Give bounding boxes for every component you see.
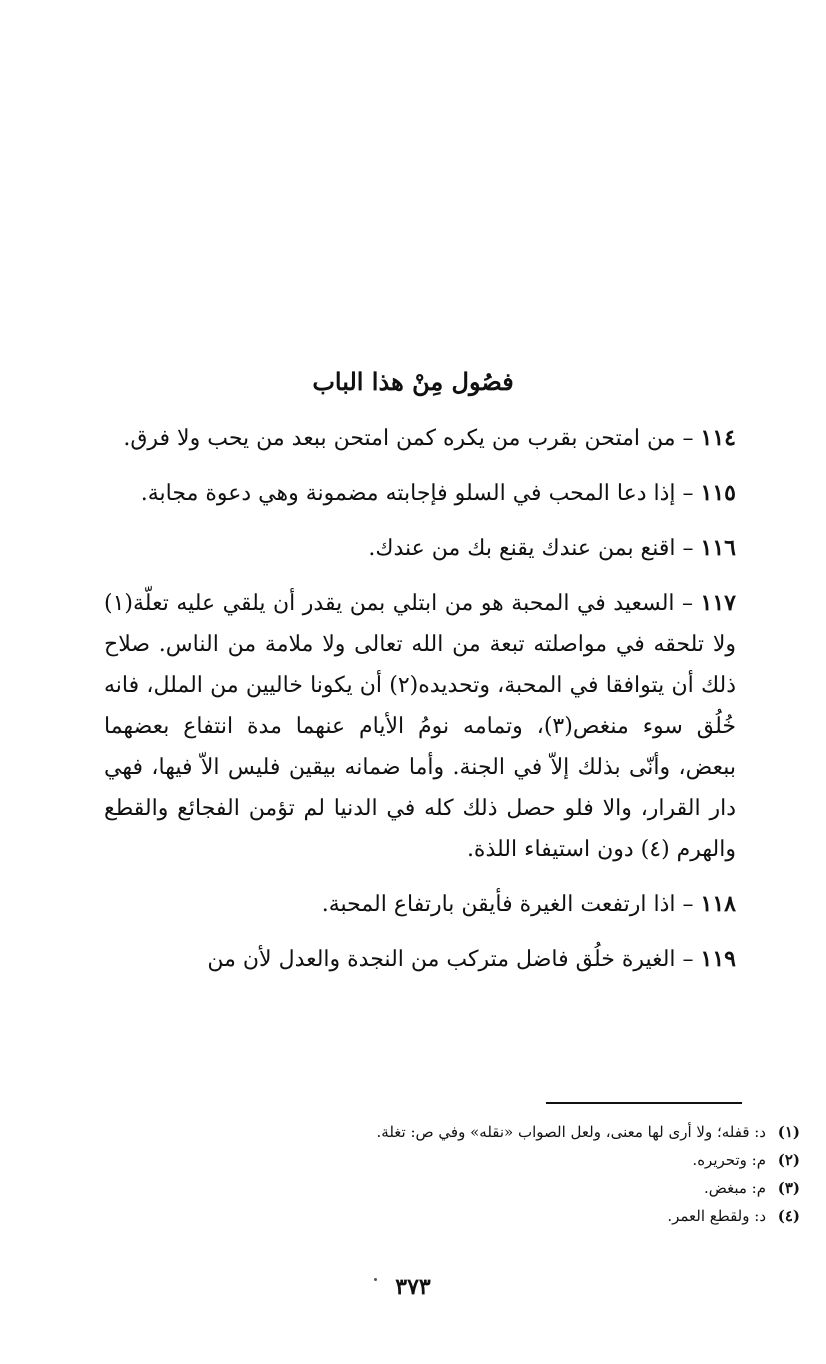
footnote-number: (١) (777, 1123, 800, 1141)
paragraph-117 (104, 583, 736, 870)
dash-separator: – (675, 536, 701, 561)
paragraph-text: إذا دعا المحب في السلو فإجابته مضمونة وهي دعوة مجابة. (140, 481, 676, 506)
footnote-3 (240, 1174, 800, 1202)
footnote-text: م: وتحريره. (692, 1151, 766, 1169)
footnote-divider (546, 1102, 742, 1104)
footnote-text: م: مبغض. (703, 1179, 766, 1197)
main-text (104, 418, 736, 980)
footnote-text: د: ولقطع العمر. (667, 1207, 766, 1225)
paragraph-number: ١١٩ (700, 946, 736, 972)
dash-separator: – (675, 426, 701, 451)
footnote-text: د: قفله؛ ولا أرى لها معنى، ولعل الصواب «نقله» وفي ص: تغلة. (376, 1123, 766, 1141)
dash-separator: – (675, 481, 701, 506)
footnote-2 (240, 1146, 800, 1174)
paragraph-number: ١١٤ (700, 425, 736, 451)
paragraph-text: من امتحن بقرب من يكره كمن امتحن ببعد من يحب ولا فرق. (123, 426, 676, 451)
footnote-number: (٣) (777, 1179, 800, 1197)
dash-separator: – (675, 947, 701, 972)
dash-separator: – (674, 591, 701, 616)
paragraph-114 (104, 418, 736, 459)
paragraph-text: الغيرة خلُق فاضل متركب من النجدة والعدل لأن من (207, 947, 676, 972)
footnote-4 (240, 1202, 800, 1230)
page-number: ٣٧٣ (395, 1274, 431, 1300)
paragraph-text: السعيد في المحبة هو من ابتلي بمن يقدر أن يلقي عليه تعلّة(١) ولا تلحقه في مواصلته تبعة من الله تعالى ولا ملامة من الناس. صلاح ذلك أن يتوافقا في المحبة، وتحديده(٢) أن يكونا خاليين من الملل، فانه خُلُق سوء منغص(٣)، وتمامه نومُ الأيام عنهما مدة انتفاع بعضهما ببعض، وأنّى بذلك إلاّ في الجنة. وأما ضمانه بيقين فليس الاّ فيها، فهي دار القرار، والا فلو حصل ذلك كله في الدنيا لم تؤمن الفجائع والقطع والهرم (٤) دون استيفاء اللذة. (104, 591, 736, 862)
footnote-number: (٤) (777, 1207, 800, 1225)
paragraph-number: ١١٥ (700, 480, 736, 506)
paragraph-text: اذا ارتفعت الغيرة فأيقن بارتفاع المحبة. (321, 892, 676, 917)
paragraph-118 (104, 884, 736, 925)
section-title: فصُول مِنْ هذا الباب (312, 367, 514, 396)
footnote-number: (٢) (777, 1151, 800, 1169)
dash-separator: – (675, 892, 701, 917)
footnote-1 (240, 1118, 800, 1146)
paragraph-119 (104, 939, 736, 980)
paragraph-116 (104, 528, 736, 569)
footnotes (240, 1118, 800, 1230)
paragraph-number: ١١٨ (700, 891, 736, 917)
paragraph-number: ١١٦ (700, 535, 736, 561)
paragraph-115 (104, 473, 736, 514)
paragraph-text: اقنع بمن عندك يقنع بك من عندك. (368, 536, 676, 561)
paragraph-number: ١١٧ (700, 590, 736, 616)
